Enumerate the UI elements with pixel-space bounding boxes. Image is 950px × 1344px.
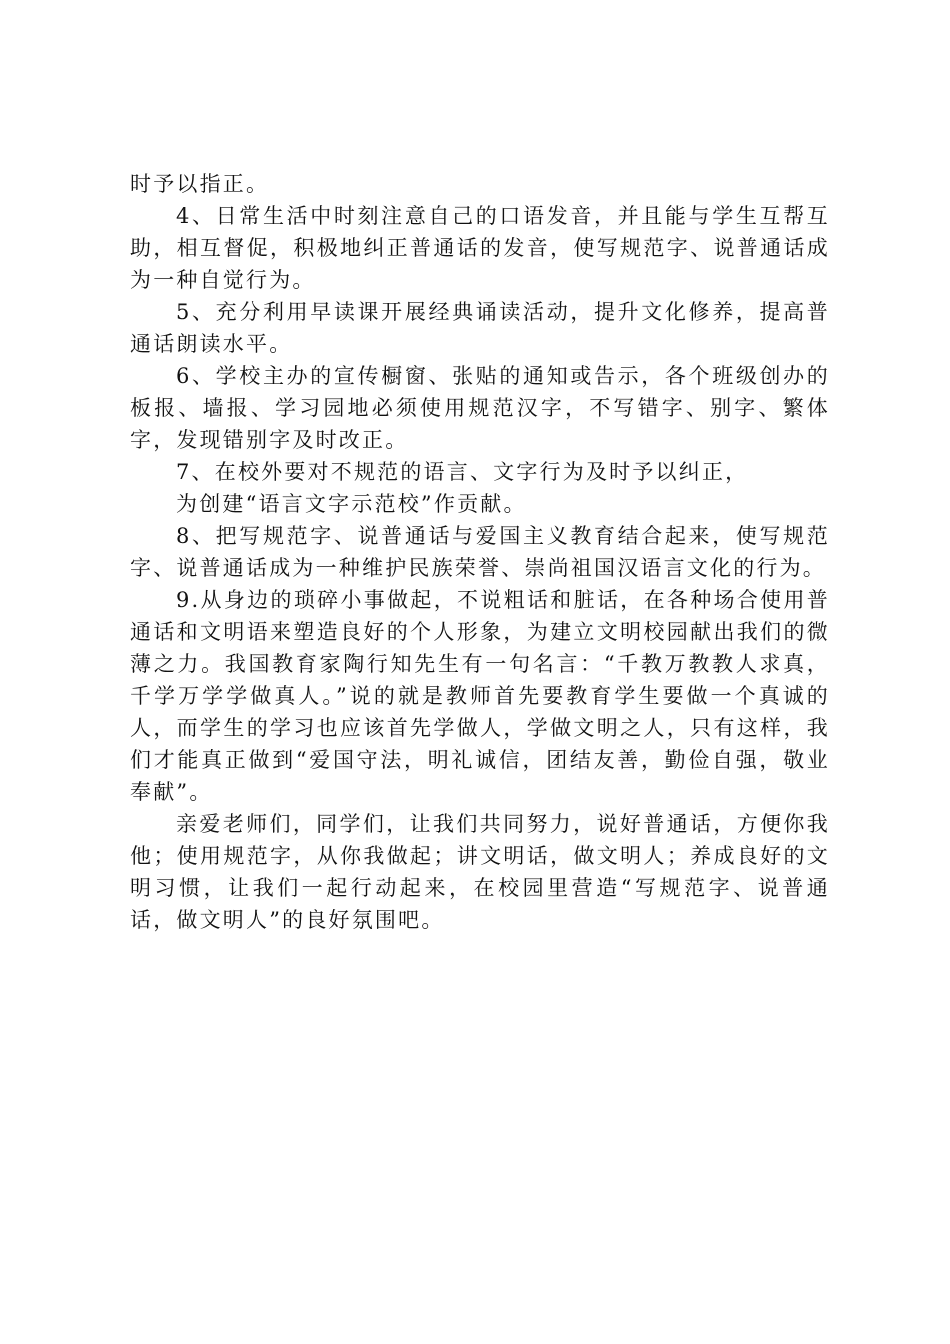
paragraph-item-7: 7、在校外要对不规范的语言、文字行为及时予以纠正， [176,460,749,484]
paragraph-continuation: 时予以指正。 [130,172,270,196]
paragraph-item-6: 6、学校主办的宣传橱窗、张贴的通知或告示，各个班级创办的板报、墙报、学习园地必须使用规范汉字，不写错字、别字、繁体字，发现错别字及时改正。 [130,364,830,452]
paragraph-item-4: 4、日常生活中时刻注意自己的口语发音，并且能与学生互帮互助，相互督促，积极地纠正普通话的发音，使写规范字、说普通话成为一种自觉行为。 [130,204,830,292]
paragraph-item-9: 9.从身边的琐碎小事做起，不说粗话和脏话，在各种场合使用普通话和文明语来塑造良好的个人形象，为建立文明校园献出我们的微薄之力。我国教育家陶行知先生有一句名言：“千教万教教人求真，千学万学学做真人。”说的就是教师首先要教育学生要做一个真诚的人，而学生的学习也应该首先学做人，学做文明之人，只有这样，我们才能真正做到“爱国守法，明礼诚信，团结友善，勤俭自强，敬业奉献”。 [130,588,830,804]
paragraph-item-5: 5、充分利用早读课开展经典诵读活动，提升文化修养，提高普通话朗读水平。 [130,300,830,356]
paragraph-closing: 亲爱老师们，同学们，让我们共同努力，说好普通话，方便你我他；使用规范字，从你我做起；讲文明话，做文明人；养成良好的文明习惯，让我们一起行动起来，在校园里营造“写规范字、说普通话，做文明人”的良好氛围吧。 [130,812,830,932]
paragraph-item-8: 8、把写规范字、说普通话与爱国主义教育结合起来，使写规范字、说普通话成为一种维护民族荣誉、崇尚祖国汉语言文化的行为。 [130,524,830,580]
document-page [130,168,830,936]
paragraph-item-7-continued: 为创建“语言文字示范校”作贡献。 [176,492,527,516]
